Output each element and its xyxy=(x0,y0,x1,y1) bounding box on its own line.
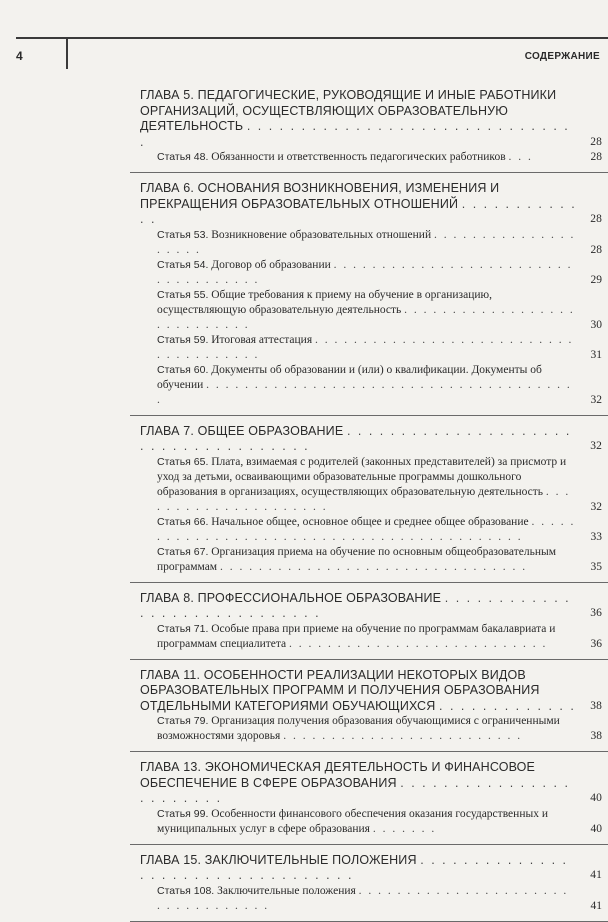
article-title: Плата, взимаемая с родителей (законных представителей) за присмотр и уход за детьми, осваивающими образовательные программы дошкольного образования в организациях, осуществляющих образовательную деятельность xyxy=(157,455,567,498)
chapter-label: ГЛАВА 13. xyxy=(140,760,202,774)
leader-dots: . . . . . . . . . . . . . . . . . . . . . . . . . . . . . . . . . . . . . . . xyxy=(157,378,572,406)
article-page-number: 35 xyxy=(590,560,602,573)
chapter-page-number: 36 xyxy=(590,607,602,619)
chapter-page-number: 40 xyxy=(590,792,602,804)
chapter-page-number: 41 xyxy=(590,869,602,881)
article-label: Статья 60. xyxy=(157,363,209,376)
article-page-number: 41 xyxy=(590,899,602,912)
article-page-number: 30 xyxy=(590,318,602,331)
leader-dots: . . . . . . . . . . . . . . . . . . . . . . . . xyxy=(140,775,570,805)
toc-article xyxy=(130,884,608,914)
section-title: СОДЕРЖАНИЕ xyxy=(524,51,600,62)
toc-article xyxy=(130,455,608,515)
article-title: Организация приема на обучение по основным общеобразовательным программам xyxy=(157,545,557,573)
article-page-number: 32 xyxy=(590,500,602,513)
leader-dots: . . . . . . . . . . . . . . . . . . . . . . . . . . . . . . . . . . xyxy=(157,884,569,912)
article-title: Начальное общее, основное общее и среднее общее образование xyxy=(211,515,529,528)
toc-chapter xyxy=(130,668,608,753)
chapter-label: ГЛАВА 6. xyxy=(140,181,194,195)
article-title: Документы об образовании и (или) о квалификации. Документы об обучении xyxy=(157,363,542,391)
table-of-contents xyxy=(130,88,608,922)
article-label: Статья 48. xyxy=(157,151,209,163)
article-label: Статья 71. xyxy=(157,622,209,635)
leader-dots: . . . . . . . . . . . . . . . . . . . . . xyxy=(157,485,571,513)
leader-dots: . . . . . . . . . . . . . xyxy=(439,698,576,713)
leader-dots: . . . . . . . . . . . . . . . . . . . . . . . . . . . . . xyxy=(140,590,571,620)
article-title: Возникновение образовательных отношений xyxy=(211,228,432,241)
chapter-separator xyxy=(130,415,608,416)
toc-article xyxy=(130,622,608,652)
article-page-number: 28 xyxy=(590,151,602,163)
article-label: Статья 59. xyxy=(157,333,209,346)
article-title: Особенности финансового обеспечения оказания государственных и муниципальных услуг в сфере образования xyxy=(157,807,548,835)
article-page-number: 29 xyxy=(590,273,602,286)
toc-article xyxy=(130,515,608,545)
leader-dots: . . . xyxy=(508,151,533,163)
toc-article xyxy=(130,714,608,744)
article-page-number: 40 xyxy=(590,822,602,835)
chapter-heading xyxy=(130,760,608,807)
chapter-separator xyxy=(130,582,608,583)
article-label: Статья 79. xyxy=(157,715,209,727)
article-label: Статья 108. xyxy=(157,884,215,897)
chapter-separator xyxy=(130,921,608,922)
article-label: Статья 53. xyxy=(157,228,209,241)
article-title: Договор об образовании xyxy=(211,258,331,271)
chapter-title-text: ОБЩЕЕ ОБРАЗОВАНИЕ xyxy=(197,423,344,438)
chapter-title-text: ПРОФЕССИОНАЛЬНОЕ ОБРАЗОВАНИЕ xyxy=(197,590,442,605)
article-page-number: 32 xyxy=(590,393,602,406)
chapter-title-text: ПЕДАГОГИЧЕСКИЕ, РУКОВОДЯЩИЕ И ИНЫЕ РАБОТНИКИ ОРГАНИЗАЦИЙ, ОСУЩЕСТВЛЯЮЩИХ ОБРАЗОВАТЕЛЬНУЮ ДЕЯТЕЛЬНОСТЬ xyxy=(140,88,557,133)
toc-article xyxy=(130,258,608,288)
header-divider xyxy=(66,39,68,69)
leader-dots: . . . . . . . . . . . . . . . . . . . . . . . . . xyxy=(283,730,523,742)
leader-dots: . . . . . . . . . . . . . . . . . . . . . . . . . . . . . . . . xyxy=(219,560,528,573)
leader-dots: . . . . . . . . . . . . . . . . . . . . . . . . . . . . . . . . . . . . . . . . . . . xyxy=(157,515,576,543)
article-label: Статья 65. xyxy=(157,455,209,468)
article-label: Статья 99. xyxy=(157,807,209,820)
page-header xyxy=(16,37,608,69)
leader-dots: . . . . . . . . . . . . . . . . . . . . . . . . . . . . . . . . . . xyxy=(140,852,569,882)
toc-chapter xyxy=(130,88,608,173)
chapter-separator xyxy=(130,172,608,173)
leader-dots: . . . . . . . . . . . . . . . . . . . . . . . . . . . . xyxy=(157,303,575,331)
toc-chapter xyxy=(130,853,608,922)
toc-article xyxy=(130,228,608,258)
leader-dots: . . . . . . . . . . . . . . . . . . . . xyxy=(157,228,576,256)
article-page-number: 31 xyxy=(590,348,602,361)
chapter-label: ГЛАВА 15. xyxy=(140,852,202,867)
leader-dots: . . . . . . . xyxy=(372,822,437,835)
chapter-label: ГЛАВА 5. xyxy=(140,88,194,102)
leader-dots: . . . . . . . . . . . . . . . . . . . . . . . . . . . . . . . xyxy=(140,119,570,149)
article-label: Статья 67. xyxy=(157,545,209,558)
article-page-number: 28 xyxy=(590,243,602,256)
chapter-heading xyxy=(130,424,608,455)
chapter-label: ГЛАВА 8. xyxy=(140,590,194,605)
chapter-separator xyxy=(130,844,608,845)
article-title: Общие требования к приему на обучение в организацию, осуществляющую образовательную деятельность xyxy=(157,288,492,316)
chapter-page-number: 28 xyxy=(590,213,602,225)
toc-chapter xyxy=(130,591,608,660)
toc-article xyxy=(130,545,608,575)
article-label: Статья 55. xyxy=(157,288,209,301)
chapter-title-text: ОСНОВАНИЯ ВОЗНИКНОВЕНИЯ, ИЗМЕНЕНИЯ И ПРЕКРАЩЕНИЯ ОБРАЗОВАТЕЛЬНЫХ ОТНОШЕНИЙ xyxy=(140,181,500,211)
toc-article xyxy=(130,363,608,408)
chapter-label: ГЛАВА 11. xyxy=(140,667,201,682)
article-label: Статья 54. xyxy=(157,258,209,271)
toc-article xyxy=(130,333,608,363)
article-page-number: 38 xyxy=(590,730,602,742)
leader-dots: . . . . . . . . . . . . . . . . . . . . . . . . . . . . . . . . . . . . . . xyxy=(157,333,574,361)
leader-dots: . . . . . . . . . . . . . xyxy=(140,196,577,226)
chapter-page-number: 32 xyxy=(590,440,602,452)
chapter-title-text: ЭКОНОМИЧЕСКАЯ ДЕЯТЕЛЬНОСТЬ И ФИНАНСОВОЕ ОБЕСПЕЧЕНИЕ В СФЕРЕ ОБРАЗОВАНИЯ xyxy=(140,760,536,790)
toc-article xyxy=(130,150,608,165)
article-page-number: 33 xyxy=(590,530,602,543)
chapter-label: ГЛАВА 7. xyxy=(140,423,194,438)
toc-chapter xyxy=(130,424,608,583)
chapter-separator xyxy=(130,751,608,752)
chapter-page-number: 28 xyxy=(590,135,602,148)
leader-dots: . . . . . . . . . . . . . . . . . . . . . . . . . . . . . . . . . . . . . xyxy=(140,423,572,453)
article-title: Организация получения образования обучающимися с ограниченными возможностями здоровья xyxy=(157,715,560,742)
article-title: Особые права при приеме на обучение по программам бакалавриата и программам специалитета xyxy=(157,622,556,650)
toc-article xyxy=(130,807,608,837)
chapter-heading xyxy=(130,181,608,228)
toc-chapter xyxy=(130,181,608,416)
article-page-number: 36 xyxy=(590,637,602,650)
chapter-page-number: 38 xyxy=(590,699,602,712)
chapter-separator xyxy=(130,659,608,660)
article-label: Статья 66. xyxy=(157,515,209,528)
toc-article xyxy=(130,288,608,333)
chapter-heading xyxy=(130,668,608,715)
page-number: 4 xyxy=(16,49,23,63)
article-title: Заключительные положения xyxy=(217,884,356,897)
article-title: Итоговая аттестация xyxy=(211,333,313,346)
leader-dots: . . . . . . . . . . . . . . . . . . . . . . . . . . . . . . . . . . . . xyxy=(157,258,573,286)
chapter-title-text: ЗАКЛЮЧИТЕЛЬНЫЕ ПОЛОЖЕНИЯ xyxy=(204,852,417,867)
toc-chapter xyxy=(130,760,608,845)
chapter-heading xyxy=(130,853,608,884)
article-title: Обязанности и ответственность педагогических работников xyxy=(211,151,506,163)
chapter-heading xyxy=(130,591,608,622)
leader-dots: . . . . . . . . . . . . . . . . . . . . . . . . . . . xyxy=(289,637,548,650)
chapter-title-text: ОСОБЕННОСТИ РЕАЛИЗАЦИИ НЕКОТОРЫХ ВИДОВ ОБРАЗОВАТЕЛЬНЫХ ПРОГРАММ И ПОЛУЧЕНИЯ ОБРАЗОВАНИЯ ОТДЕЛЬНЫМИ КАТЕГОРИЯМИ ОБУЧАЮЩИХСЯ xyxy=(140,667,540,713)
chapter-heading xyxy=(130,88,608,150)
